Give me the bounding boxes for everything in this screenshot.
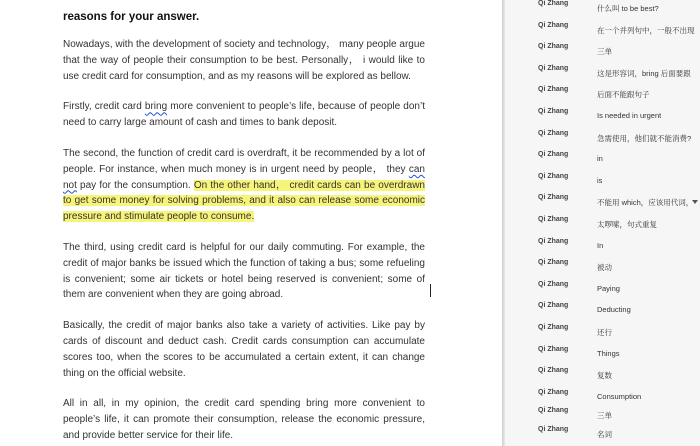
comment-item[interactable] [505,41,700,63]
comment-author: Qi Zhang [538,21,569,29]
comment-author: Qi Zhang [538,324,569,331]
comment-item[interactable] [505,128,700,150]
paragraph-third: The third, using credit card is helpful for our daily commuting. For example, the credit of major banks be issued which the function of taking a bus; some refueling is convenient; some air tickets or hotel being reserved is convenient; some of them are convenient when they are going abroad. [63,241,425,301]
comment-author: Qi Zhang [538,237,569,245]
comment-author: Qi Zhang [538,86,569,94]
comment-text: Paying [597,283,620,293]
comment-item[interactable] [505,84,700,106]
comment-author: Qi Zhang [538,194,569,202]
comment-item[interactable] [505,171,700,193]
comment-text: 名词 [597,430,612,439]
paragraph-text: The second, the function of credit card is overdraft, it be recommended by a lot of people. For instance, when much money is in urgent need by people， they [63,147,425,175]
comment-author: Qi Zhang [538,367,569,375]
comment-text: Consumption [597,391,642,401]
paragraph-conclusion: All in all, in my opinion, the credit card spending bring more convenient to people’s life, it can promote their consumption, release the economic pressure, and provide better service for their life. [63,398,425,441]
comment-text: 复数 [597,371,612,381]
comment-item[interactable] [505,365,700,387]
highlighted-text[interactable]: On the other hand， credit cards can be overdrawn to get some money for solving problems, and it also can release some economic pressure and stimulate people to consume. [63,179,425,223]
comment-item[interactable] [505,214,700,236]
comment-text: Things [597,348,620,358]
comment-item[interactable] [505,192,700,214]
comment-text: 被动 [597,263,612,273]
comment-author: Qi Zhang [538,151,569,159]
expand-arrow-icon[interactable] [692,200,698,204]
paragraph-text: pay for the consumption. [76,179,194,191]
comment-author: Qi Zhang [538,216,569,223]
comment-text: is [597,175,603,185]
comment-author: Qi Zhang [538,280,569,288]
flagged-word[interactable]: bring [144,101,168,113]
comment-author: Qi Zhang [538,172,569,180]
comments-pane[interactable] [505,0,700,446]
comment-item[interactable] [505,20,700,42]
comment-author: Qi Zhang [538,0,569,7]
comment-item[interactable] [505,63,700,85]
comment-text: Deducting [597,305,631,315]
comment-text: 三单 [597,411,612,420]
flagged-word[interactable]: can not [63,163,425,191]
comment-author: Qi Zhang [538,43,569,51]
comment-text: 不能用 which，应该用代词， [597,198,694,208]
comment-item[interactable] [505,106,700,128]
comment-item[interactable] [505,300,700,322]
comment-item[interactable] [505,424,700,446]
comment-author: Qi Zhang [538,345,569,353]
comment-text: 这是形容词，bring 后面要跟 [597,68,691,78]
comment-author: Qi Zhang [538,129,569,137]
comment-item[interactable] [505,344,700,366]
comment-text: In [597,240,604,250]
comment-item[interactable] [505,0,700,20]
comment-text: 还行 [597,328,612,337]
document-body[interactable] [63,10,425,446]
comment-text: in [597,154,603,164]
comment-author: Qi Zhang [538,64,569,72]
paragraph-second [63,146,425,225]
comment-text: 太啰嗦，句式重复 [597,220,657,229]
comment-author: Qi Zhang [538,108,569,115]
comment-author: Qi Zhang [538,388,569,396]
comment-item[interactable] [505,149,700,171]
text-cursor [430,284,431,297]
comment-text: 在一个并列句中，一般不出现 [597,25,695,35]
comment-item[interactable] [505,257,700,279]
comment-item[interactable] [505,279,700,301]
comment-author: Qi Zhang [538,426,569,433]
paragraph-intro: Nowadays, with the development of society and technology， many people argue that the way of people their consumption to be best. Personally， i would like to use credit card for consumption, and as my reasons will be explored as bellow. [63,39,425,82]
comment-text: 后面不能跟句子 [597,90,650,100]
paragraph-text: Firstly, credit card [63,101,145,113]
paragraph-firstly [63,99,425,131]
document-heading: reasons for your answer. [63,11,200,23]
paragraph-text: more convenient to people’s life, because of people don’t need to carry large amount of cash and times to bank deposit. [63,101,425,129]
comment-item[interactable] [505,236,700,258]
paragraph-basically: Basically, the credit of major banks also take a variety of activities. Like pay by cards of discount and deduct cash. Credit cards consumption can accumulate scores too, when the scores to be accumulated a certain extent, it can change thing on the official website. [63,320,425,379]
comment-text: Is needed in urgent [597,111,662,120]
comment-text: 什么叫 to be best? [597,4,659,13]
comment-author: Qi Zhang [538,407,569,414]
comment-text: 三单 [597,47,612,57]
comment-item[interactable] [505,322,700,344]
comment-text: 急需使用，他们就不能消费? [597,133,692,143]
comment-author: Qi Zhang [538,259,569,267]
comment-author: Qi Zhang [538,302,569,310]
